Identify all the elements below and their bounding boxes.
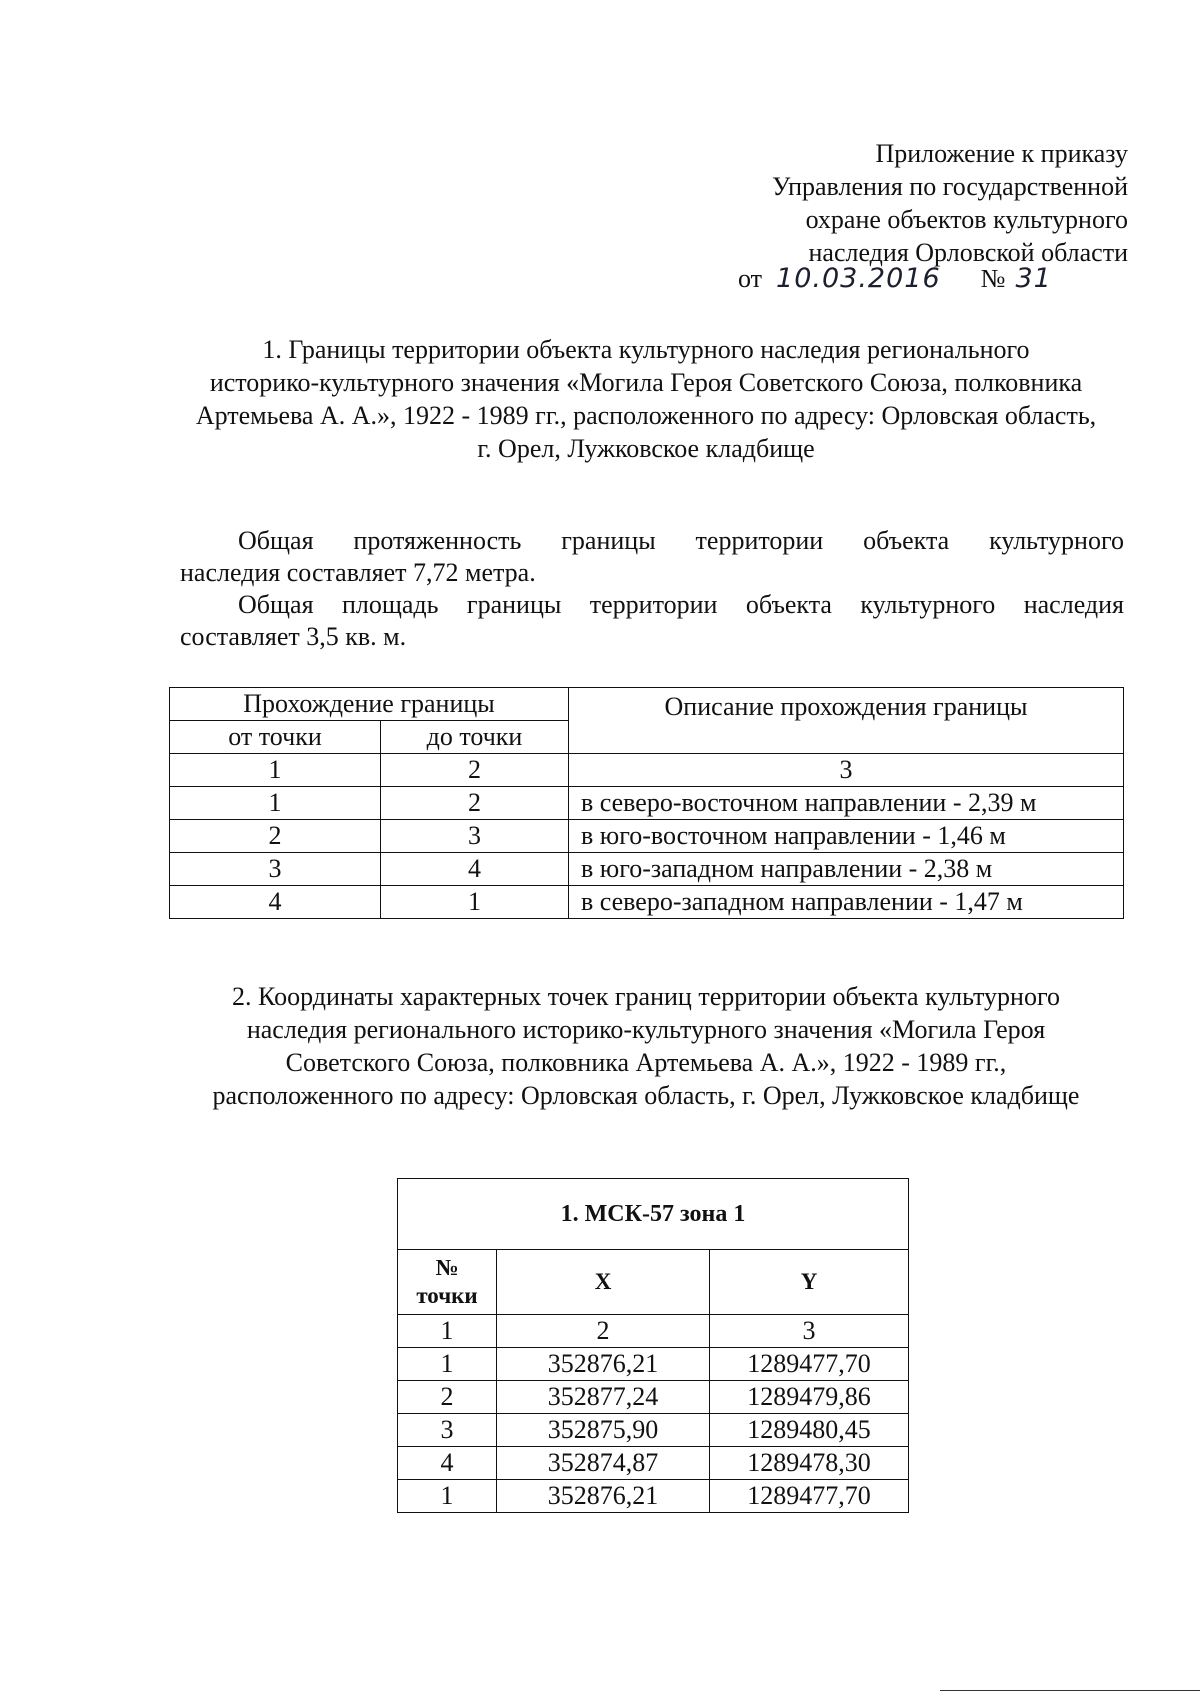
table-row [170,886,1124,919]
date-label: от [738,264,763,293]
to-point-cell: 3 [381,820,569,853]
to-point-cell: 4 [381,853,569,886]
x-coordinate-cell: 352876,21 [497,1480,710,1513]
table-cell: 1 [398,1315,497,1348]
header-point-line: точки [416,1283,478,1308]
table-cell: 2 [381,754,569,787]
table-row [170,787,1124,820]
heading-line: наследия регионального историко-культурного значения «Могила Героя [246,1015,1046,1044]
number-label: № [980,264,1006,293]
section1-heading [170,333,1122,465]
area-paragraph [180,589,1124,653]
header-description: Описание прохождения границы [569,688,1124,754]
table-numbering-row [398,1315,909,1348]
table-row [398,1348,909,1381]
order-date-line [738,262,1052,296]
appendix-header [772,137,1128,269]
coordinate-system-title: 1. МСК-57 зона 1 [398,1179,909,1250]
table-numbering-row [170,754,1124,787]
from-point-cell: 1 [170,787,381,820]
table-row [170,853,1124,886]
y-coordinate-cell: 1289477,70 [710,1480,909,1513]
handwritten-number: 31 [1015,263,1052,294]
heading-line: историко-культурного значения «Могила Героя Советского Союза, полковника [209,368,1083,397]
appendix-line: охране объектов культурного [805,205,1128,234]
table-cell: 2 [497,1315,710,1348]
coordinates-table [397,1178,909,1513]
point-number-cell: 3 [398,1414,497,1447]
heading-line: Артемьева А. А.», 1922 - 1989 гг., расположенного по адресу: Орловская область, [195,401,1097,430]
heading-line: 1. Границы территории объекта культурного наследия регионального [262,335,1030,364]
header-y: Y [710,1250,909,1315]
heading-line: Советского Союза, полковника Артемьева А. А.», 1922 - 1989 гг., [285,1048,1007,1077]
paragraph-line: Общая площадь границы территории объекта культурного наследия [238,590,1124,619]
table-cell: 3 [710,1315,909,1348]
header-point-number [398,1250,497,1315]
appendix-line: наследия Орловской области [808,238,1128,267]
to-point-cell: 2 [381,787,569,820]
header-point-line: № [435,1255,459,1280]
boundary-table [169,687,1124,919]
description-cell: в северо-восточном направлении - 2,39 м [569,787,1124,820]
x-coordinate-cell: 352875,90 [497,1414,710,1447]
table-cell: 1 [170,754,381,787]
heading-line: г. Орел, Лужковское кладбище [477,434,815,463]
heading-line: расположенного по адресу: Орловская область, г. Орел, Лужковское кладбище [212,1081,1080,1110]
section2-heading [170,980,1122,1112]
x-coordinate-cell: 352877,24 [497,1381,710,1414]
from-point-cell: 3 [170,853,381,886]
header-to-point: до точки [381,721,569,754]
header-x: X [497,1250,710,1315]
header-boundary-passage: Прохождение границы [170,688,569,721]
x-coordinate-cell: 352874,87 [497,1447,710,1480]
table-row [170,820,1124,853]
paragraph-line: Общая протяженность границы территории объекта культурного [238,526,1124,555]
y-coordinate-cell: 1289480,45 [710,1414,909,1447]
table-cell: 3 [569,754,1124,787]
header-from-point: от точки [170,721,381,754]
table-row [398,1414,909,1447]
appendix-line: Приложение к приказу [875,139,1128,168]
y-coordinate-cell: 1289478,30 [710,1447,909,1480]
table-row [398,1381,909,1414]
from-point-cell: 2 [170,820,381,853]
table-row [398,1447,909,1480]
handwritten-date: 10.03.2016 [776,263,941,294]
description-cell: в северо-западном направлении - 1,47 м [569,886,1124,919]
description-cell: в юго-западном направлении - 2,38 м [569,853,1124,886]
point-number-cell: 1 [398,1480,497,1513]
description-cell: в юго-восточном направлении - 1,46 м [569,820,1124,853]
footer-rule [940,1690,1200,1691]
point-number-cell: 4 [398,1447,497,1480]
heading-line: 2. Координаты характерных точек границ территории объекта культурного [232,982,1060,1011]
paragraph-line: составляет 3,5 кв. м. [180,622,407,651]
y-coordinate-cell: 1289477,70 [710,1348,909,1381]
paragraph-line: наследия составляет 7,72 метра. [180,558,536,587]
to-point-cell: 1 [381,886,569,919]
table-header-row [170,688,1124,721]
table-title-row [398,1179,909,1250]
x-coordinate-cell: 352876,21 [497,1348,710,1381]
from-point-cell: 4 [170,886,381,919]
point-number-cell: 2 [398,1381,497,1414]
point-number-cell: 1 [398,1348,497,1381]
table-row [398,1480,909,1513]
length-paragraph [180,525,1124,589]
y-coordinate-cell: 1289479,86 [710,1381,909,1414]
appendix-line: Управления по государственной [771,172,1128,201]
table-header-row [398,1250,909,1315]
